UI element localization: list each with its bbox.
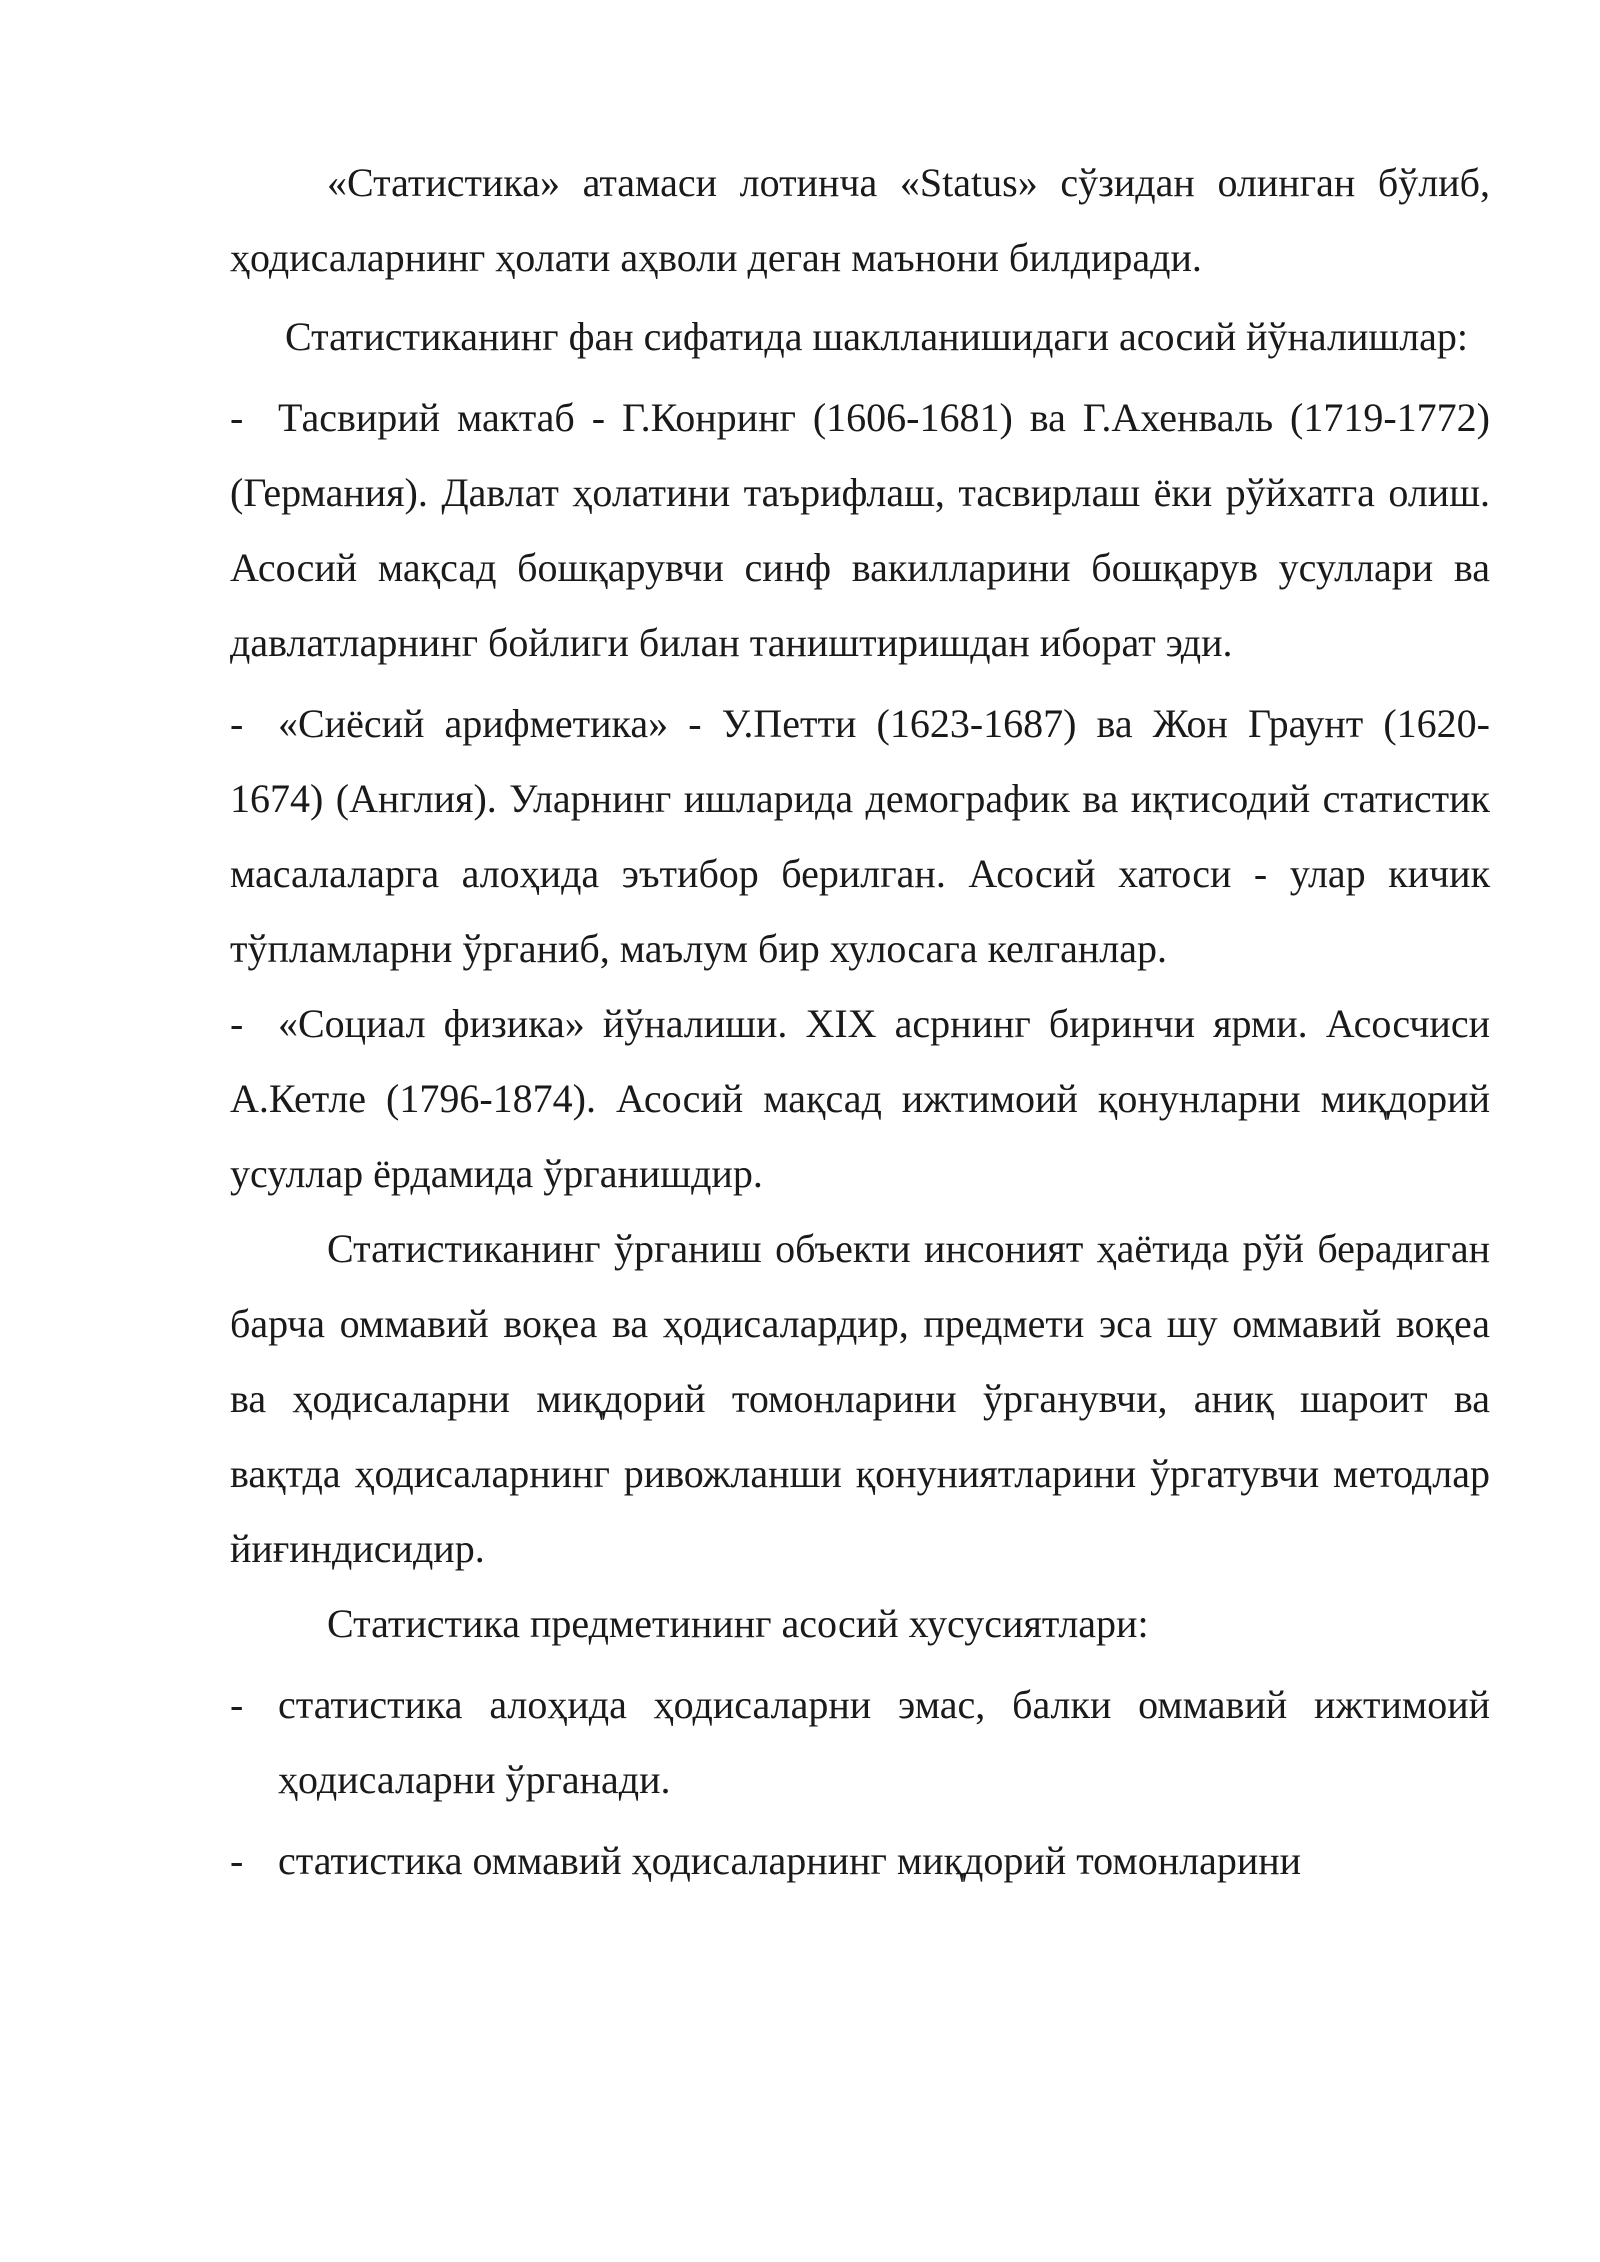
dash-marker: - [230, 1838, 244, 1883]
paragraph-text: «Сиёсий арифметика» - У.Петти (1623-1687) ва Жон Граунт (1620-1674) (Англия). Уларнинг ишларида демографик ва иқтисодий статистик масалаларга алоҳида эътибор берилган. Асосий хатоси - улар кичик тўпламларни ўрганиб, маълум бир хулосага келганлар. [230, 701, 1490, 971]
list-item [230, 1823, 1490, 1898]
paragraph-text: Тасвирий мактаб - Г.Конринг (1606-1681) ва Г.Ахенваль (1719-1772) (Германия). Давлат ҳолатини таърифлаш, тасвирлаш ёки рўйхатга олиш. Асосий мақсад бошқарувчи синф вакилларини бошқарув усуллари ва давлатларнинг бойлиги билан таништиришдан иборат эди. [230, 395, 1490, 665]
dash-marker: - [230, 1682, 244, 1727]
paragraph-main-directions-heading: Статистиканинг фан сифатида шаклланишидаги асосий йўналишлар: [285, 314, 1469, 359]
paragraph-subject-features-heading: Статистика предметининг асосий хусусиятлари: [327, 1601, 1149, 1646]
list-item [230, 1667, 1490, 1817]
paragraph-text: «Социал физика» йўналиши. XIX асрнинг биринчи ярми. Асосчиси А.Кетле (1796-1874). Асосий мақсад ижтимоий қонунларни миқдорий усуллар ёрдамида ўрганишдир. [230, 1001, 1490, 1196]
document-body [230, 145, 1490, 1898]
paragraph-statistics-etymology: «Статистика» атамаси лотинча «Status» сўзидан олинган бўлиб, ҳодисаларнинг ҳолати аҳволи деган маънони билдиради. [230, 160, 1490, 280]
paragraph-political-arithmetic [230, 686, 1490, 986]
dash-marker: - [230, 395, 244, 440]
dash-marker: - [230, 1001, 244, 1046]
list-item-text: статистика оммавий ҳодисаларнинг миқдорий томонларини [278, 1838, 1302, 1883]
list-item-text: статистика алоҳида ҳодисаларни эмас, балки оммавий ижтимоий ҳодисаларни ўрганади. [278, 1682, 1490, 1802]
paragraph-object-and-subject: Статистиканинг ўрганиш объекти инсоният ҳаётида рўй берадиган барча оммавий воқеа ва ҳодисалардир, предмети эса шу оммавий воқеа ва ҳодисаларни миқдорий томонларини ўрганувчи, аниқ шароит ва вақтда ҳодисаларнинг ривожланши қонуниятларини ўргатувчи методлар йиғиндисидир. [230, 1226, 1490, 1571]
paragraph-social-physics [230, 986, 1490, 1211]
paragraph-descriptive-school [230, 380, 1490, 680]
dash-marker: - [230, 701, 244, 746]
